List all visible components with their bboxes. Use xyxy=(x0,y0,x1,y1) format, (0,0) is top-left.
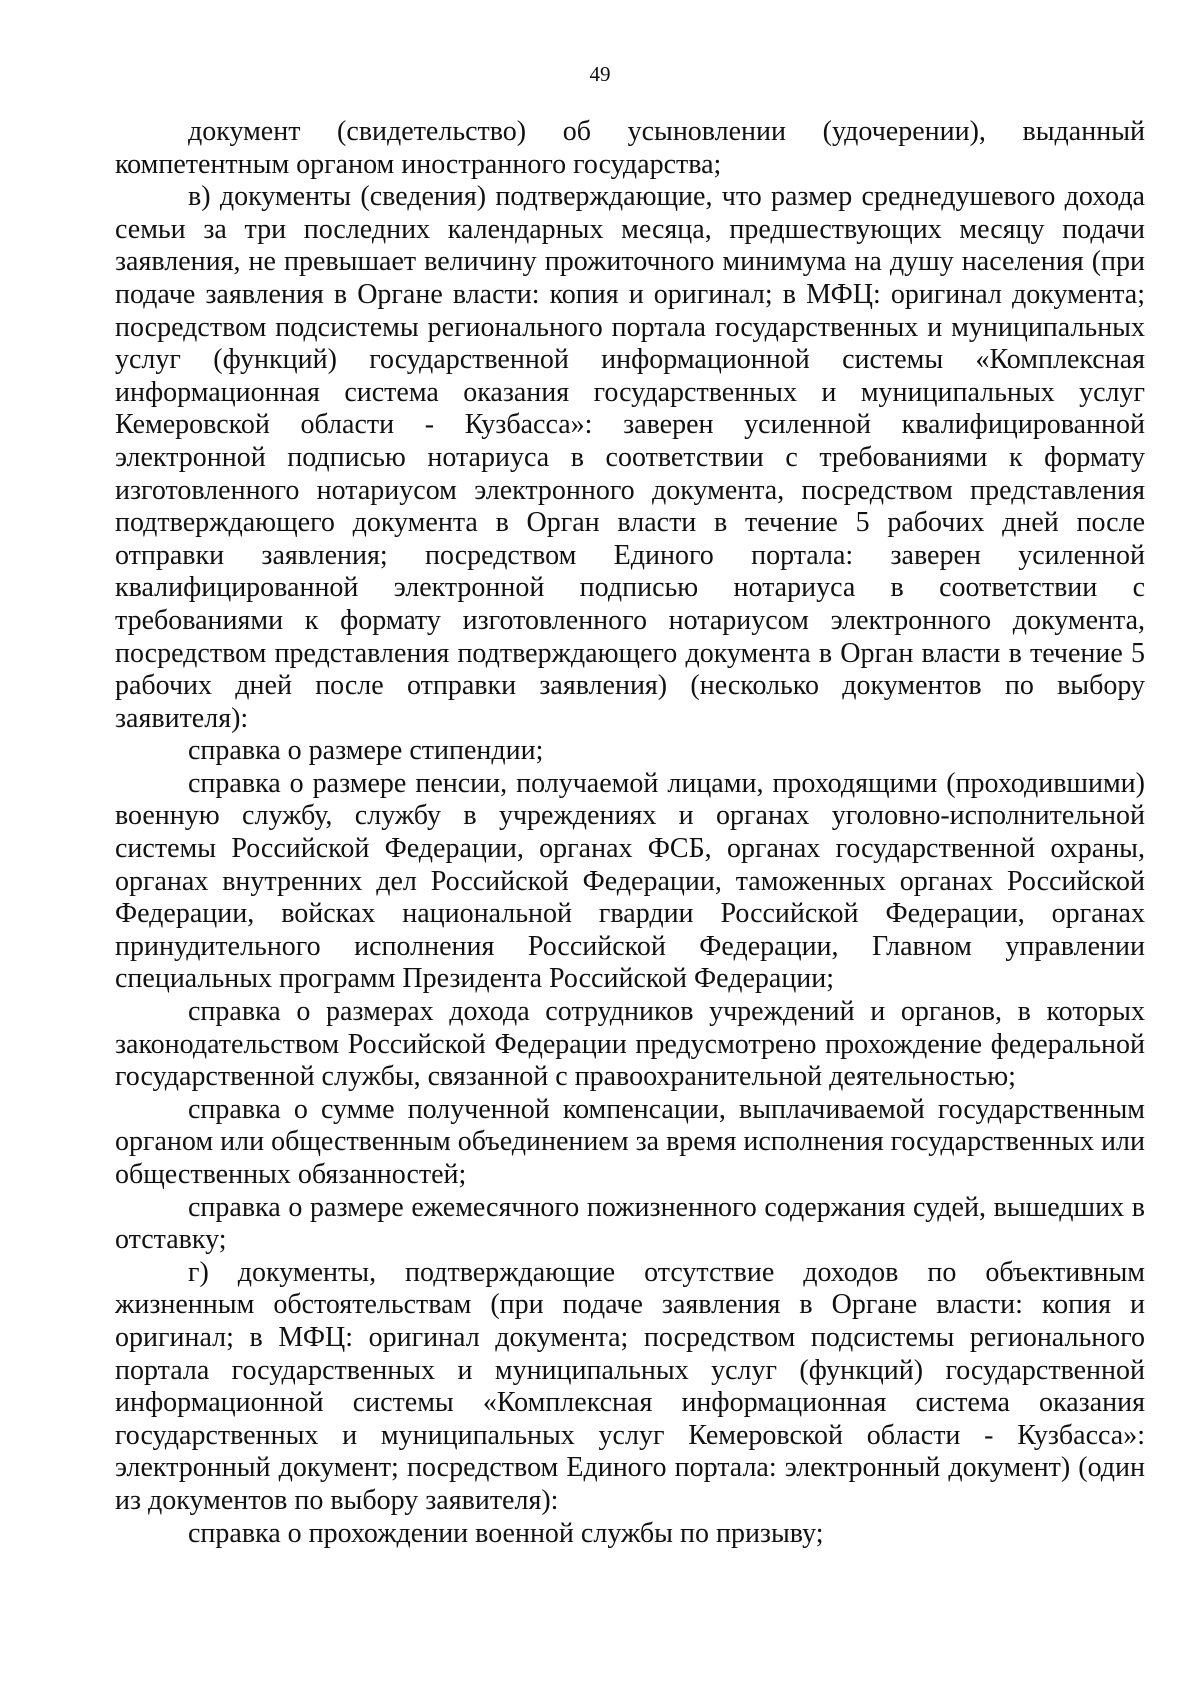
paragraph-compensation-certificate: справка о сумме полученной компенсации, выплачиваемой государственным органом или общественным объединением за время исполнения государственных или общественных обязанностей; xyxy=(115,1093,1145,1190)
paragraph-scholarship-certificate: справка о размере стипендии; xyxy=(188,735,544,767)
paragraph-adoption-document: документ (свидетельство) об усыновлении (удочерении), выданный компетентным органом иностранного государства; xyxy=(115,116,1145,180)
paragraph-item-g-no-income-documents: г) документы, подтверждающие отсутствие доходов по объективным жизненным обстоятельствам (при подаче заявления в Органе власти: копия и оригинал; в МФЦ: оригинал документа; посредством подсистемы регионального портала государственных и муниципальных услуг (функций) государственной информационной системы «Комплексная информационная система оказания государственных и муниципальных услуг Кемеровской области - Кузбасса»: электронный документ; посредством Единого портала: электронный документ) (один из документов по выбору заявителя): xyxy=(115,1256,1145,1516)
paragraph-item-v-income-documents: в) документы (сведения) подтверждающие, что размер среднедушевого дохода семьи за три последних календарных месяца, предшествующих месяцу подачи заявления, не превышает величину прожиточного минимума на душу населения (при подаче заявления в Органе власти: копия и оригинал; в МФЦ: оригинал документа; посредством подсистемы регионального портала государственных и муниципальных услуг (функций) государственной информационной системы «Комплексная информационная система оказания государственных и муниципальных услуг Кемеровской области - Кузбасса»: заверен усиленной квалифицированной электронной подписью нотариуса в соответствии с требованиями к формату изготовленного нотариусом электронного документа, посредством представления подтверждающего документа в Орган власти в течение 5 рабочих дней после отправки заявления; посредством Единого портала: заверен усиленной квалифицированной электронной подписью нотариуса в соответствии с требованиями к формату изготовленного нотариусом электронного документа, посредством представления подтверждающего документа в Орган власти в течение 5 рабочих дней после отправки заявления) (несколько документов по выбору заявителя): xyxy=(115,181,1145,734)
page-number: 49 xyxy=(589,62,611,86)
document-body xyxy=(115,116,1145,1550)
paragraph-retired-judges-certificate: справка о размере ежемесячного пожизненного содержания судей, вышедших в отставку; xyxy=(115,1191,1145,1256)
paragraph-military-service-certificate: справка о прохождении военной службы по призыву; xyxy=(188,1517,824,1549)
paragraph-pension-certificate: справка о размере пенсии, получаемой лицами, проходящими (проходившими) военную службу, службу в учреждениях и органах уголовно-исполнительной системы Российской Федерации, органах ФСБ, органах государственной охраны, органах внутренних дел Российской Федерации, таможенных органах Российской Федерации, войсках национальной гвардии Российской Федерации, органах принудительного исполнения Российской Федерации, Главном управлении специальных программ Президента Российской Федерации; xyxy=(115,767,1145,995)
paragraph-employee-income-certificate: справка о размерах дохода сотрудников учреждений и органов, в которых законодательством Российской Федерации предусмотрено прохождение федеральной государственной службы, связанной с правоохранительной деятельностью; xyxy=(115,996,1145,1093)
